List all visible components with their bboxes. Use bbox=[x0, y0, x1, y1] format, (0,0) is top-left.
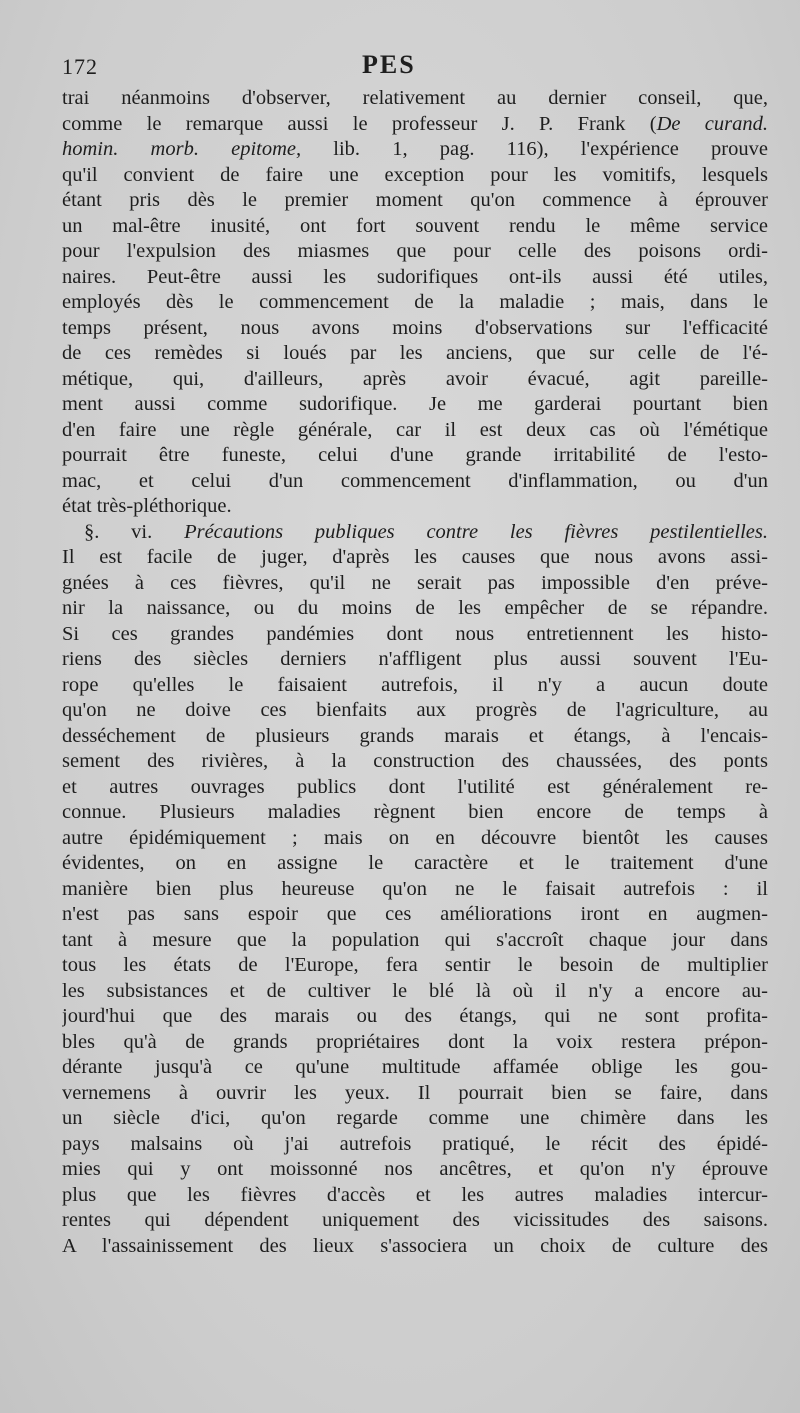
text-line: pourrait être funeste, celui d'une grande irritabilité de l'esto- bbox=[62, 444, 768, 466]
text-line: un mal-être inusité, ont fort souvent rendu le même service bbox=[62, 214, 768, 237]
text-line: jourd'hui que des marais ou des étangs, qui ne sont profita- bbox=[62, 1005, 768, 1027]
text-line: nir la naissance, ou du moins de les empêcher de se répandre. bbox=[62, 597, 768, 619]
text-line: les subsistances et de cultiver le blé là où il n'y a encore au- bbox=[62, 979, 768, 1002]
text-line: un siècle d'ici, qu'on regarde comme une chimère dans les bbox=[62, 1107, 768, 1129]
page-number: 172 bbox=[62, 54, 98, 79]
text-line: tant à mesure que la population qui s'accroît chaque jour dans bbox=[62, 928, 768, 951]
text-line: pays malsains où j'ai autrefois pratiqué, le récit des épidé- bbox=[62, 1132, 768, 1155]
running-head bbox=[62, 50, 768, 82]
text-line: tous les états de l'Europe, fera sentir le besoin de multiplier bbox=[62, 954, 768, 976]
text-line: état très-pléthorique. bbox=[62, 495, 232, 517]
text-line: bles qu'à de grands propriétaires dont la voix restera prépon- bbox=[62, 1030, 768, 1053]
italic-text: De curand. bbox=[656, 112, 768, 135]
text-line: Il est facile de juger, d'après les causes que nous avons assi- bbox=[62, 546, 768, 568]
text-line: évidentes, on en assigne le caractère et le traitement d'une bbox=[62, 852, 768, 874]
text-line: plus que les fièvres d'accès et les autres maladies intercur- bbox=[62, 1183, 768, 1206]
text-line: et autres ouvrages publics dont l'utilité est généralement re- bbox=[62, 775, 768, 798]
text-line: mies qui y ont moissonné nos ancêtres, et qu'on n'y éprouve bbox=[62, 1158, 768, 1180]
italic-text: Précautions publiques contre les fièvres pestilentielles. bbox=[184, 520, 768, 543]
text-line: connue. Plusieurs maladies règnent bien encore de temps à bbox=[62, 801, 768, 823]
text-line: qu'on ne doive ces bienfaits aux progrès de l'agriculture, au bbox=[62, 699, 768, 721]
text-line: sement des rivières, à la construction des chaussées, des ponts bbox=[62, 750, 768, 772]
text-line: mac, et celui d'un commencement d'inflammation, ou d'un bbox=[62, 469, 768, 492]
text-line: étant pris dès le premier moment qu'on commence à éprouver bbox=[62, 189, 768, 211]
body-text bbox=[62, 86, 768, 1259]
text-line: d'en faire une règle générale, car il est deux cas où l'émétique bbox=[62, 418, 768, 441]
section-heading-line bbox=[62, 520, 768, 546]
text-line: rope qu'elles le faisaient autrefois, il n'y a aucun doute bbox=[62, 673, 768, 696]
text-line: autre épidémiquement ; mais on en découvre bientôt les causes bbox=[62, 826, 768, 849]
text-segment: lib. 1, pag. 116), l'expérience prouve bbox=[301, 138, 768, 160]
text-line: qu'il convient de faire une exception pour les vomitifs, lesquels bbox=[62, 163, 768, 186]
text-line: ment aussi comme sudorifique. Je me garderai pourtant bien bbox=[62, 393, 768, 415]
text-line: employés dès le commencement de la maladie ; mais, dans le bbox=[62, 291, 768, 313]
text-segment: §. vi. bbox=[84, 520, 185, 543]
text-line: naires. Peut-être aussi les sudorifiques ont-ils aussi été utiles, bbox=[62, 265, 768, 288]
text-line: rentes qui dépendent uniquement des vicissitudes des saisons. bbox=[62, 1209, 768, 1231]
text-line: métique, qui, d'ailleurs, après avoir évacué, agit pareille- bbox=[62, 367, 768, 390]
text-line: n'est pas sans espoir que ces améliorations iront en augmen- bbox=[62, 903, 768, 925]
italic-text: homin. morb. epitome, bbox=[62, 138, 302, 160]
text-line: riens des siècles derniers n'affligent plus aussi souvent l'Eu- bbox=[62, 648, 768, 670]
text-line: manière bien plus heureuse qu'on ne le faisait autrefois : il bbox=[62, 877, 768, 900]
text-line: gnées à ces fièvres, qu'il ne serait pas impossible d'en préve- bbox=[62, 571, 768, 594]
text-line: de ces remèdes si loués par les anciens, que sur celle de l'é- bbox=[62, 342, 768, 364]
text-line: vernemens à ouvrir les yeux. Il pourrait bien se faire, dans bbox=[62, 1081, 768, 1104]
text-line: dérante jusqu'à ce qu'une multitude affamée oblige les gou- bbox=[62, 1056, 768, 1078]
text-line bbox=[62, 137, 768, 163]
text-line: A l'assainissement des lieux s'associera un choix de culture des bbox=[62, 1234, 768, 1257]
running-title: PES bbox=[362, 50, 416, 79]
text-line: desséchement de plusieurs grands marais et étangs, à l'encais- bbox=[62, 724, 768, 747]
text-line bbox=[62, 112, 768, 138]
text-line: pour l'expulsion des miasmes que pour celle des poisons ordi- bbox=[62, 240, 768, 262]
text-line: temps présent, nous avons moins d'observations sur l'efficacité bbox=[62, 316, 768, 339]
text-line: Si ces grandes pandémies dont nous entretiennent les histo- bbox=[62, 622, 768, 645]
text-segment: comme le remarque aussi le professeur J. P. Frank ( bbox=[62, 112, 657, 135]
text-line: trai néanmoins d'observer, relativement au dernier conseil, que, bbox=[62, 87, 768, 109]
